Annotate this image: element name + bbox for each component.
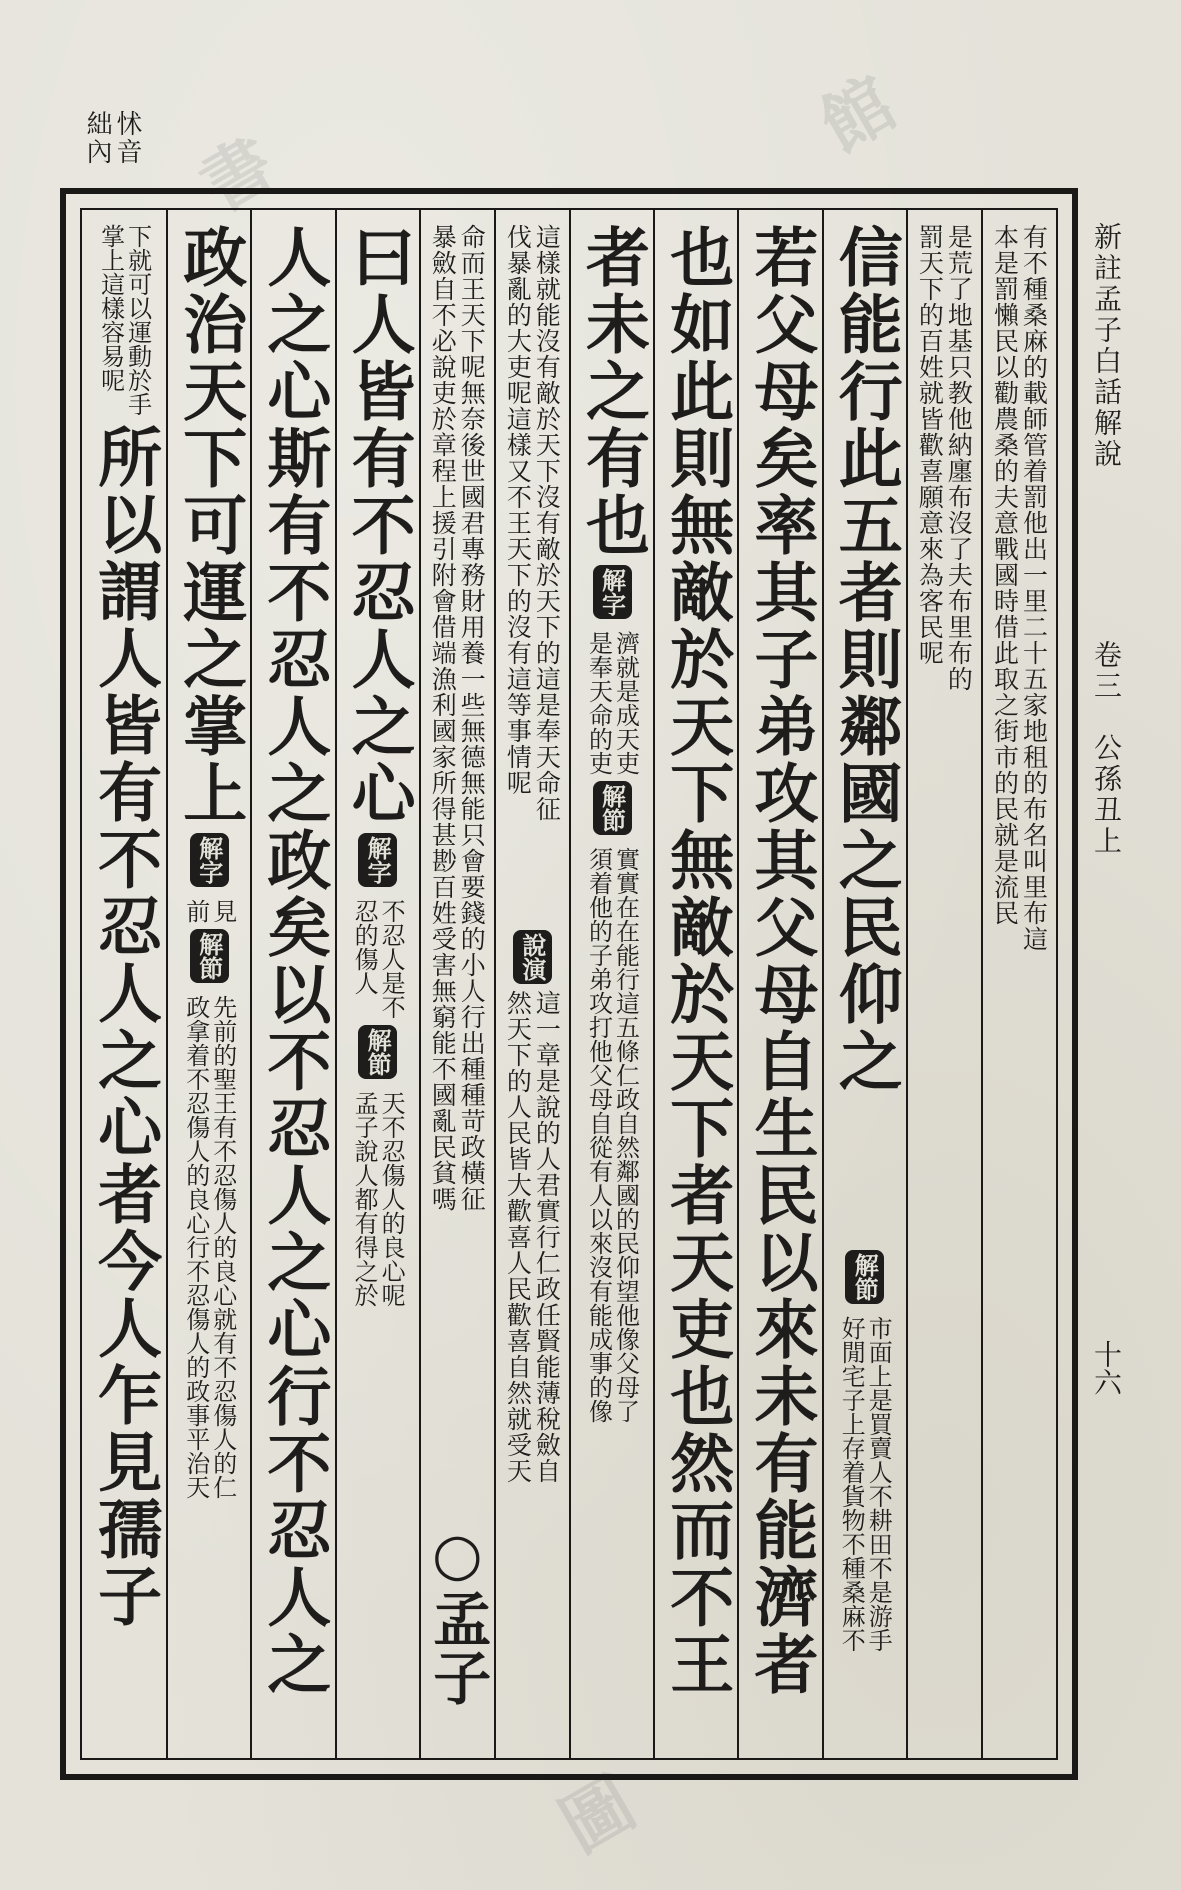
text-column	[82, 210, 166, 1758]
jie-jie-tag: 解節	[190, 929, 229, 983]
jie-jie-tag: 解節	[358, 1025, 397, 1079]
annotation-line: 本是罰懶民以勸農桑的夫意戰國時借此取之街市的民就是流民	[990, 224, 1020, 926]
annotation-line: 是奉天命的吏	[584, 631, 613, 775]
annotation-line: 須着他的子弟攻打他父母自從有人以來沒有能成事的像	[584, 847, 613, 1423]
annotation-line: 掌上這樣容易呢	[96, 224, 125, 392]
annotation-line: 下就可以運動於手	[123, 224, 152, 416]
jie-jie-tag: 解節	[593, 781, 632, 835]
watermark: 圖	[546, 1761, 649, 1869]
text-column	[166, 210, 250, 1758]
annotation-column	[494, 210, 569, 1758]
main-text: 曰人皆有不忍人之心	[340, 224, 416, 827]
volume-label: 卷三 公孫丑上	[1090, 640, 1123, 857]
annotation-line: 先前的聖王有不忍傷人的良心就有不忍傷人的仁	[208, 995, 237, 1499]
text-column	[569, 210, 653, 1758]
annotation-line: 是荒了地基只教他納廛布沒了夫布里布的	[944, 224, 974, 692]
annotation-line: 這一章是說的人君實行仁政任賢能薄稅斂自	[532, 990, 562, 1484]
watermark: 書	[186, 121, 289, 229]
annotation-line: 忍的傷人	[350, 899, 379, 995]
main-text: 者未之有也	[575, 224, 651, 559]
column-grid	[80, 208, 1058, 1760]
text-column	[335, 210, 419, 1758]
annotation-line: 孟子說人都有得之於	[350, 1091, 379, 1307]
annotation-line: 前	[181, 899, 210, 923]
annotation-column	[419, 210, 494, 1758]
main-text: 政治天下可運之掌上	[172, 224, 248, 827]
main-text: 若父母矣率其子弟攻其父母自生民以來未有能濟者	[743, 224, 819, 1698]
main-text: 人之心斯有不忍人之政矣以不忍人之心行不忍人之	[256, 224, 332, 1698]
annotation-line: 政拿着不忍傷人的良心行不忍傷人的政事平治天	[181, 995, 210, 1499]
annotation-column	[981, 210, 1056, 1758]
page-title: 新註孟子白話解說	[1090, 222, 1123, 470]
annotation-line: 有不種桑麻的載師管着罰他出一里二十五家地租的布名叫里布這	[1019, 224, 1049, 952]
text-column	[737, 210, 821, 1758]
annotation-line: 見	[208, 899, 237, 923]
jie-zi-tag: 解字	[593, 565, 632, 619]
watermark: 館	[806, 61, 909, 169]
annotation-line: 市面上是買賣人不耕田不是游手	[864, 1316, 893, 1652]
annotation-column	[906, 210, 981, 1758]
jie-jie-tag: 解節	[845, 1250, 884, 1304]
margin-note-line: 怵音	[112, 110, 142, 166]
yan-shuo-tag: 說演	[513, 930, 552, 984]
annotation-line: 罰天下的百姓就皆歡喜願意來為客民呢	[915, 224, 945, 666]
text-column	[653, 210, 737, 1758]
annotation-line: 天不忍傷人的良心呢	[377, 1091, 406, 1307]
annotation-line: 實實在在能行這五條仁政自然鄰國的民仰望他像父母了	[611, 847, 640, 1423]
annotation-line: 命而王天下呢無奈後世國君專務財用養一些無德無能只會要錢的小人行出種種苛政橫征	[457, 224, 487, 1212]
main-text: 所以謂人皆有不忍人之心者今人乍見孺子	[87, 424, 163, 1630]
main-text: 也如此則無敵於天下無敵於天下者天吏也然而不王	[659, 224, 735, 1698]
annotation-line: 暴斂自不必說吏於章程上援引附會借端漁利國家所得甚尠百姓受害無窮能不國亂民貧嗎	[428, 224, 458, 1212]
jie-zi-tag: 解字	[190, 833, 229, 887]
text-frame	[60, 188, 1078, 1780]
text-column	[250, 210, 334, 1758]
margin-note	[84, 110, 140, 166]
annotation-line: 伐暴亂的大吏呢這樣又不王天下的沒有這等事情呢	[503, 224, 533, 796]
annotation-line: 好閒宅子上存着貨物不種桑麻不	[837, 1316, 866, 1652]
main-text: 信能行此五者則鄰國之民仰之	[827, 224, 903, 1095]
annotation-line: 不忍人是不	[377, 899, 406, 1019]
annotation-line: 然天下的人民皆大歡喜人民歡喜自然就受天	[503, 990, 533, 1484]
text-column	[822, 210, 906, 1758]
mengzi-heading: ○孟子	[423, 1520, 492, 1707]
page-number: 十六	[1090, 1340, 1123, 1396]
annotation-line: 濟就是成天吏	[611, 631, 640, 775]
jie-zi-tag: 解字	[358, 833, 397, 887]
annotation-line: 這樣就能沒有敵於天下沒有敵於天下的這是奉天命征	[532, 224, 562, 822]
margin-note-line: 絀內	[82, 110, 112, 166]
